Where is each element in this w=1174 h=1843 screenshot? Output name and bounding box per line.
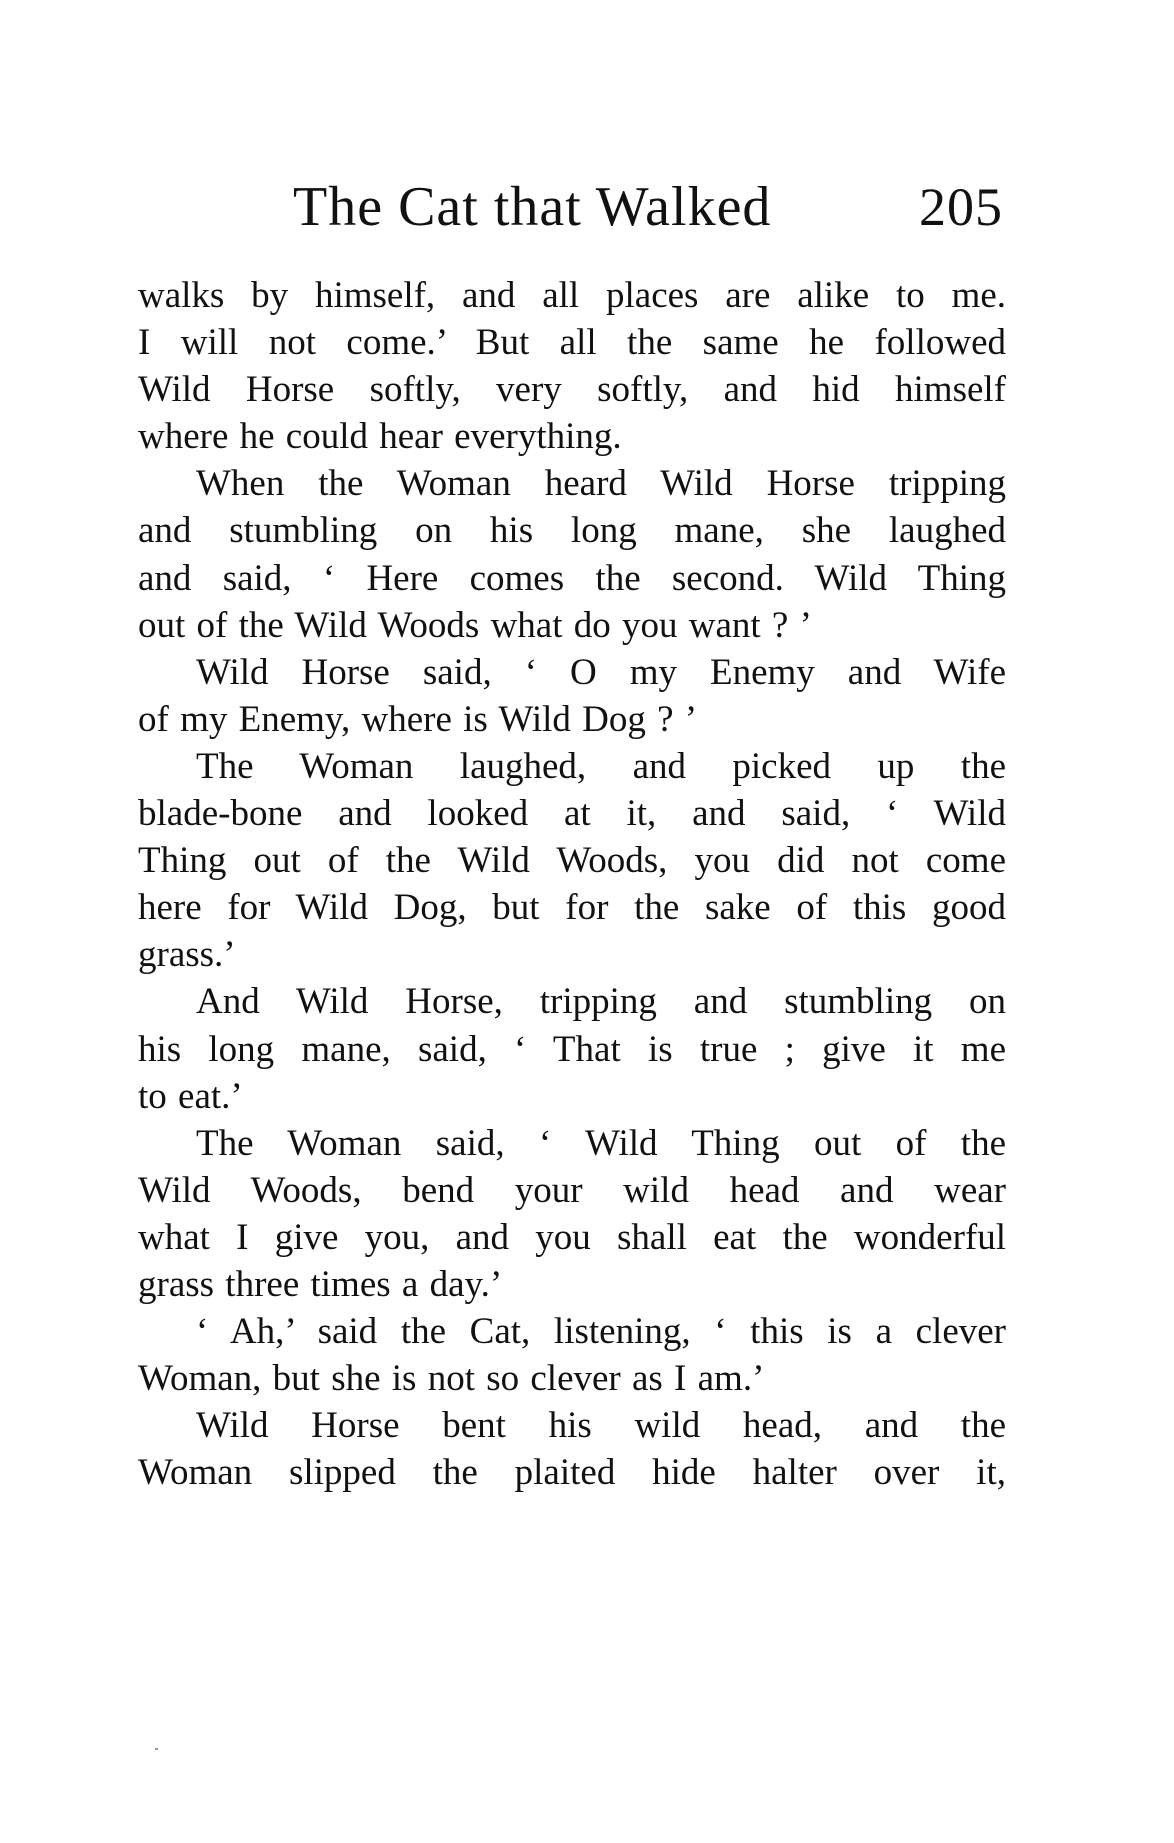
paragraph-first-line: The Woman said, ‘ Wild Thing out of the: [196, 1122, 1006, 1164]
running-title: The Cat that Walked: [293, 176, 772, 238]
text-line: Wild Woods, bend your wild head and wear: [138, 1169, 1006, 1211]
text-line: blade-bone and looked at it, and said, ‘ Wild: [138, 793, 1006, 835]
paragraph-first-line: When the Woman heard Wild Horse tripping: [196, 463, 1006, 505]
text-line: Thing out of the Wild Woods, you did not come: [138, 840, 1006, 882]
text-line: grass.’: [138, 934, 236, 976]
text-line: and said, ‘ Here comes the second. Wild Thing: [138, 557, 1006, 599]
text-line: of my Enemy, where is Wild Dog ? ’: [138, 698, 698, 740]
paragraph-first-line: The Woman laughed, and picked up the: [196, 745, 1006, 787]
text-line: Woman, but she is not so clever as I am.’: [138, 1358, 765, 1400]
running-head: [293, 172, 1003, 242]
text-line: where he could hear everything.: [138, 416, 622, 458]
text-line: his long mane, said, ‘ That is true ; give it me: [138, 1028, 1006, 1070]
paragraph-first-line: Wild Horse bent his wild head, and the: [196, 1405, 1006, 1447]
page-number: 205: [919, 177, 1003, 237]
paragraph-first-line: Wild Horse said, ‘ O my Enemy and Wife: [196, 651, 1006, 693]
text-line: out of the Wild Woods what do you want ? ’: [138, 604, 812, 646]
paragraph-first-line: ‘ Ah,’ said the Cat, listening, ‘ this is a clever: [196, 1311, 1006, 1353]
scan-speck: [155, 1748, 158, 1750]
text-line: what I give you, and you shall eat the wonderful: [138, 1216, 1006, 1258]
body-text: [138, 272, 1006, 1496]
text-line: I will not come.’ But all the same he followed: [138, 322, 1006, 364]
text-line: walks by himself, and all places are alike to me.: [138, 275, 1006, 316]
text-line: and stumbling on his long mane, she laughed: [138, 510, 1006, 552]
text-line: Wild Horse softly, very softly, and hid himself: [138, 369, 1006, 411]
text-line: grass three times a day.’: [138, 1263, 503, 1305]
text-line: to eat.’: [138, 1075, 243, 1117]
text-line: Woman slipped the plaited hide halter over it,: [138, 1452, 1006, 1494]
text-line: here for Wild Dog, but for the sake of this good: [138, 887, 1006, 929]
paragraph-first-line: And Wild Horse, tripping and stumbling on: [196, 981, 1006, 1023]
